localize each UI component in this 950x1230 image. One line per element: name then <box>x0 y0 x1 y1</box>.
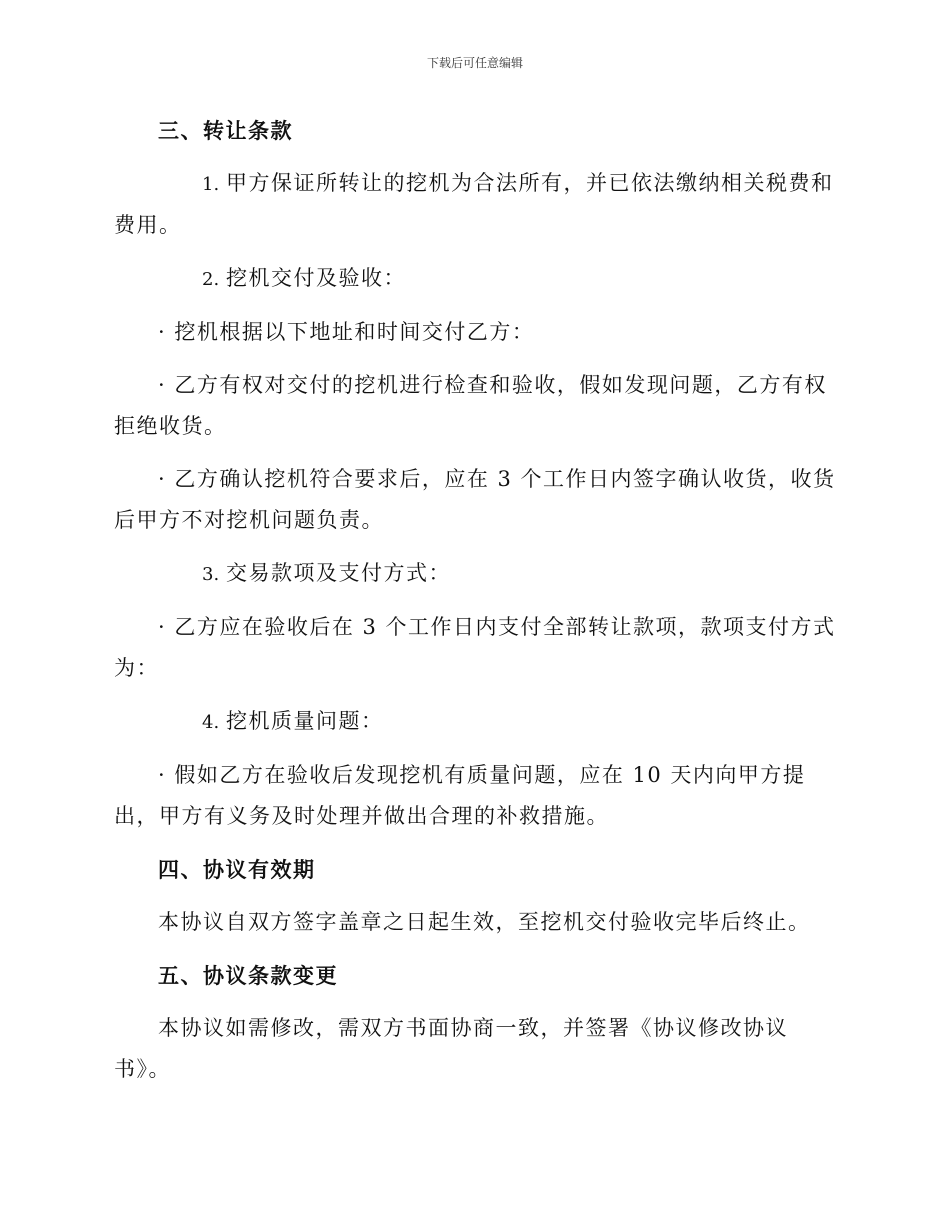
section-5-text: 本协议如需修改，需双方书面协商一致，并签署《协议修改协议书》。 <box>114 1016 788 1081</box>
clause-1 <box>114 163 836 246</box>
section-4-title: 四、协议有效期 <box>158 857 316 882</box>
clause-3-number: 3. <box>202 564 220 585</box>
clause-4 <box>114 701 836 743</box>
clause-2-bullet-delivery: · 挖机根据以下地址和时间交付乙方： <box>158 320 535 344</box>
document-body <box>114 110 836 1102</box>
clause-2-bullet-inspection: · 乙方有权对交付的挖机进行检查和验收，假如发现问题，乙方有权拒绝收货。 <box>114 373 827 438</box>
page-header: 下载后可任意编辑 <box>426 56 523 70</box>
clause-4-number: 4. <box>202 712 220 733</box>
clause-4-bullet-quality: · 假如乙方在验收后发现挖机有质量问题，应在 10 天内向甲方提出，甲方有义务及时处理并做出合理的补救措施。 <box>114 763 806 828</box>
clause-1-text: 甲方保证所转让的挖机为合法所有，并已依法缴纳相关税费和费用。 <box>114 171 834 237</box>
clause-4-text: 挖机质量问题： <box>226 709 384 733</box>
clause-1-number: 1. <box>202 174 220 195</box>
section-5-title: 五、协议条款变更 <box>158 963 338 988</box>
clause-2-text: 挖机交付及验收： <box>226 266 406 290</box>
clause-3-text: 交易款项及支付方式： <box>226 561 451 585</box>
clause-2 <box>114 258 836 300</box>
clause-3 <box>114 553 836 595</box>
section-4-text: 本协议自双方签字盖章之日起生效，至挖机交付验收完毕后终止。 <box>158 910 811 934</box>
clause-3-bullet-payment: · 乙方应在验收后在 3 个工作日内支付全部转让款项，款项支付方式为： <box>114 615 836 680</box>
section-3-title: 三、转让条款 <box>158 118 293 143</box>
clause-2-number: 2. <box>202 269 220 290</box>
clause-2-bullet-confirmation: · 乙方确认挖机符合要求后，应在 3 个工作日内签字确认收货，收货后甲方不对挖机问题负责。 <box>114 467 836 532</box>
